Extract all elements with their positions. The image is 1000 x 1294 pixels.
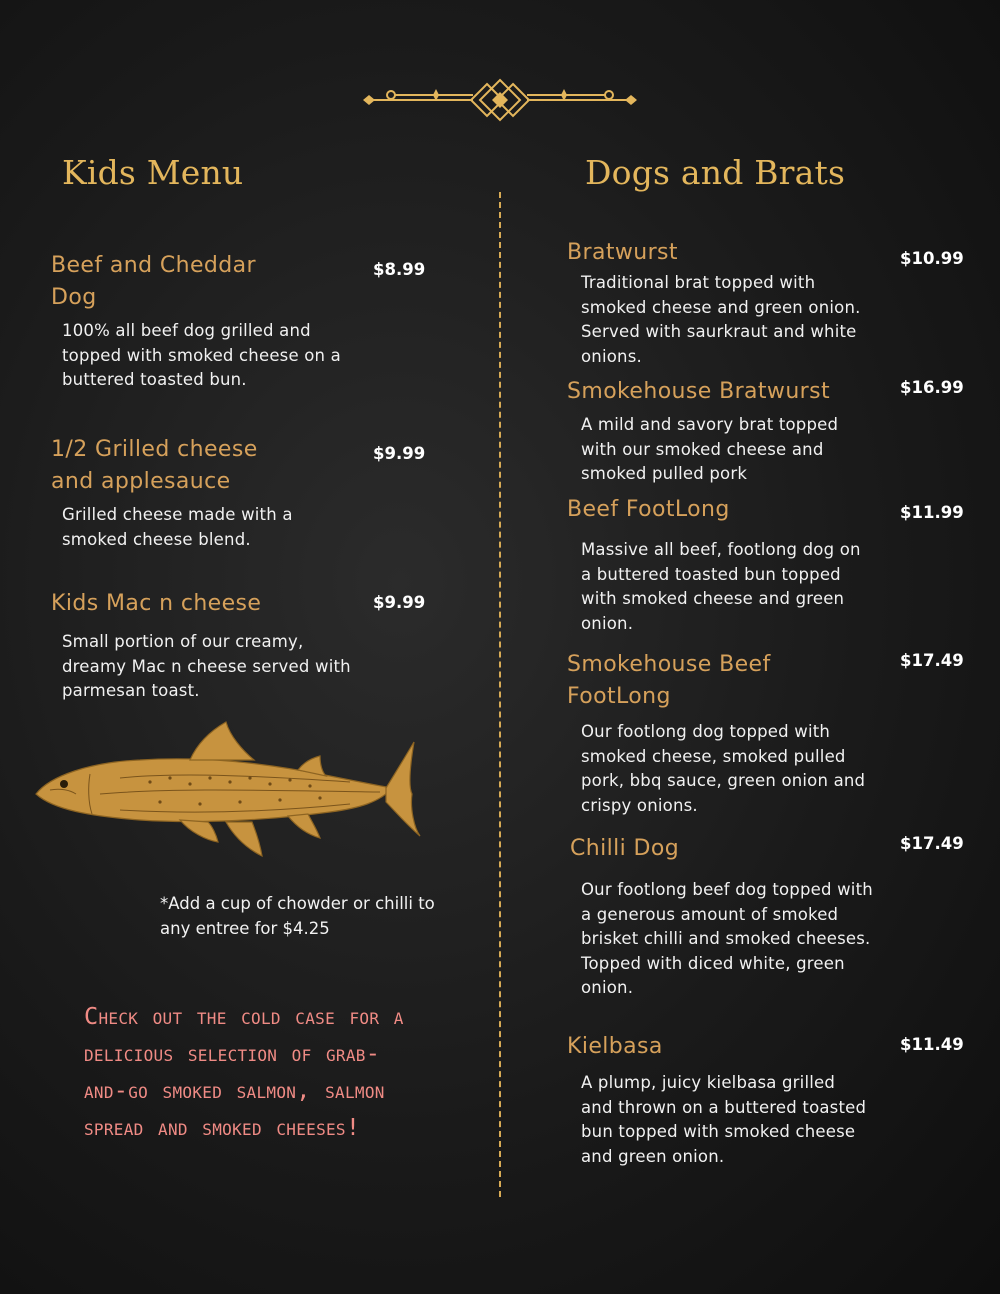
menu-item-description: A plump, juicy kielbasa grilled and thrown on a buttered toasted bun topped with smoked cheese and green onion.: [581, 1073, 867, 1166]
menu-item-price: $16.99: [900, 378, 964, 397]
column-divider: [499, 192, 501, 1197]
menu-item-description: Our footlong beef dog topped with a generous amount of smoked brisket chilli and smoked cheeses. Topped with diced white, green onion.: [581, 880, 873, 997]
menu-item-price: $17.49: [900, 651, 964, 670]
menu-item-name: Kids Mac n cheese: [51, 591, 262, 616]
menu-item-name: Smokehouse Beef FootLong: [567, 652, 771, 709]
menu-item-price: $10.99: [900, 249, 964, 268]
menu-item-price: $17.49: [900, 834, 964, 853]
menu-item-name: Chilli Dog: [570, 836, 680, 861]
menu-item-description: Massive all beef, footlong dog on a buttered toasted bun topped with smoked cheese and green onion.: [581, 540, 861, 633]
art-deco-ornament-icon: [355, 76, 645, 124]
dogs-and-brats-title: Dogs and Brats: [585, 153, 846, 192]
menu-item-price: $11.49: [900, 1035, 964, 1054]
menu-item-name: Beef FootLong: [567, 497, 730, 522]
menu-item-description: Our footlong dog topped with smoked cheese, smoked pulled pork, bbq sauce, green onion and crispy onions.: [581, 722, 866, 815]
menu-item-name: 1/2 Grilled cheese and applesauce: [51, 437, 258, 494]
salmon-illustration-icon: [30, 716, 425, 862]
menu-item-description: A mild and savory brat topped with our smoked cheese and smoked pulled pork: [581, 415, 839, 483]
menu-item-price: $11.99: [900, 503, 964, 522]
menu-item-price: $9.99: [373, 444, 426, 463]
menu-item-name: Bratwurst: [567, 240, 678, 265]
menu-item-name: Beef and Cheddar Dog: [51, 253, 256, 310]
menu-item-price: $9.99: [373, 593, 426, 612]
menu-item-name: Smokehouse Bratwurst: [567, 379, 830, 404]
menu-item-description: 100% all beef dog grilled and topped with smoked cheese on a buttered toasted bun.: [62, 321, 341, 389]
menu-item-price: $8.99: [373, 260, 426, 279]
cold-case-promo: Check out the cold case for a delicious selection of grab-and-go smoked salmon, salmon spread and smoked cheeses!: [84, 1002, 404, 1141]
menu-item-description: Grilled cheese made with a smoked cheese blend.: [62, 505, 293, 549]
add-chowder-note: *Add a cup of chowder or chilli to any entree for $4.25: [160, 894, 435, 938]
menu-item-name: Kielbasa: [567, 1034, 663, 1059]
menu-item-description: Small portion of our creamy, dreamy Mac n cheese served with parmesan toast.: [62, 632, 351, 700]
menu-item-description: Traditional brat topped with smoked cheese and green onion. Served with saurkraut and white onions.: [581, 273, 861, 366]
kids-menu-title: Kids Menu: [62, 153, 244, 192]
